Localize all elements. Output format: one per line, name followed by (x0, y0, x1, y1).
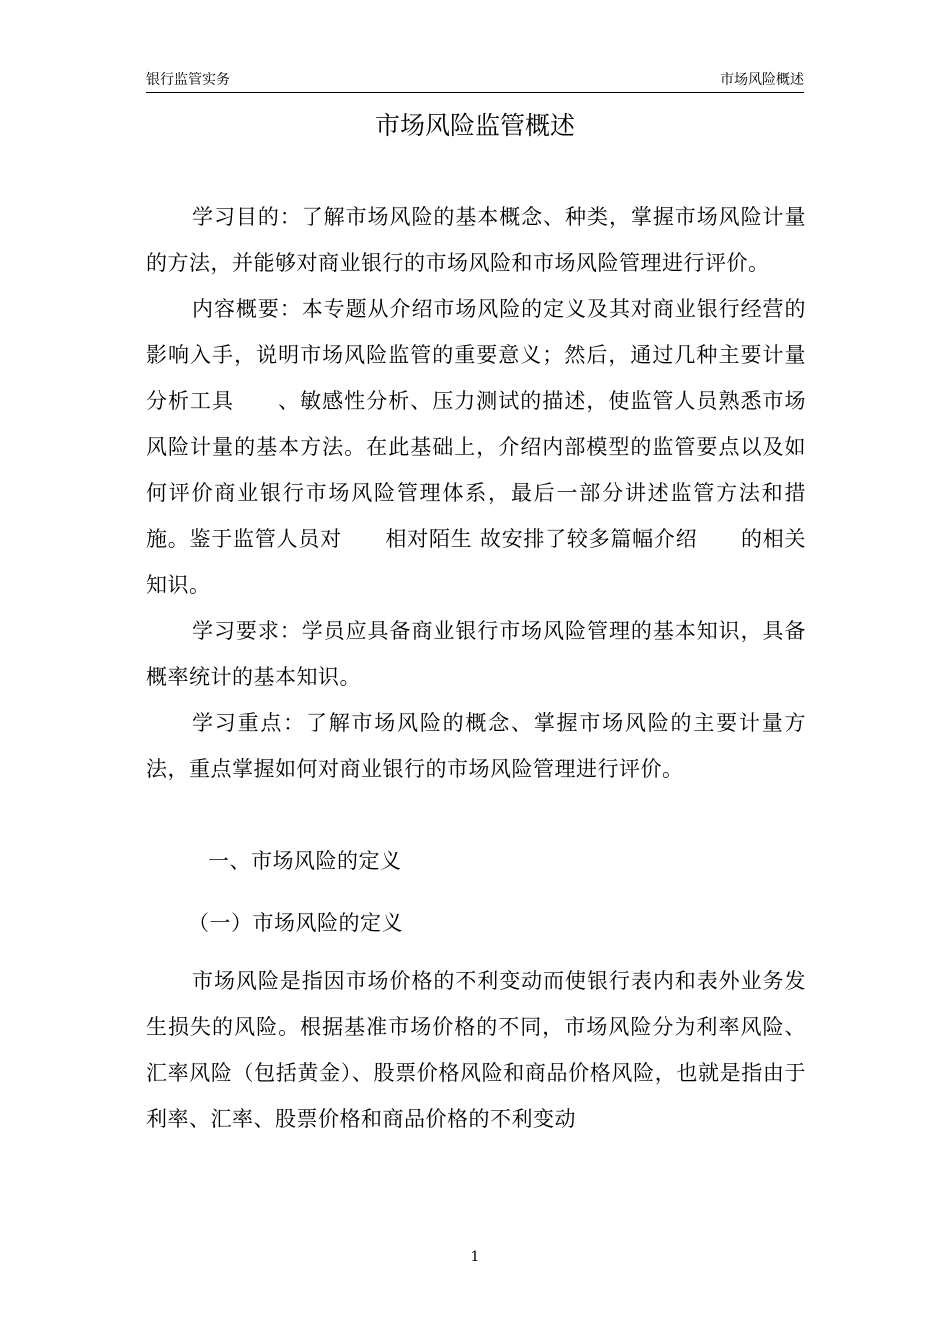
paragraph-learning-objective: 学习目的：了解市场风险的基本概念、种类，掌握市场风险计量的方法，并能够对商业银行的市场风险和市场风险管理进行评价。 (146, 205, 806, 275)
paragraph-learning-focus: 学习重点：了解市场风险的概念、掌握市场风险的主要计量方法，重点掌握如何对商业银行的市场风险管理进行评价。 (146, 711, 806, 781)
header-right-text: 市场风险概述 (720, 72, 804, 88)
subsection-heading: （一）市场风险的定义 (188, 911, 403, 935)
document-body (146, 194, 806, 1142)
page-number: 1 (470, 1249, 480, 1265)
page-header (146, 70, 804, 93)
document-title: 市场风险监管概述 (374, 111, 575, 140)
paragraph-learning-requirements: 学习要求：学员应具备商业银行市场风险管理的基本知识，具备概率统计的基本知识。 (146, 619, 806, 689)
section-heading: 一、市场风险的定义 (208, 849, 402, 873)
section-spacer (146, 792, 806, 838)
header-left-text: 银行监管实务 (146, 72, 230, 88)
paragraph-market-risk-definition: 市场风险是指因市场价格的不利变动而使银行表内和表外业务发生损失的风险。根据基准市场价格的不同，市场风险分为利率风险、汇率风险（包括黄金）、股票价格风险和商品价格风险，也就是指由于利率、汇率、股票价格和商品价格的不利变动 (146, 969, 806, 1131)
paragraph-content-summary: 内容概要：本专题从介绍市场风险的定义及其对商业银行经营的影响入手，说明市场风险监管的重要意义；然后，通过几种主要计量分析工具 、敏感性分析、压力测试的描述，使监管人员熟悉市场风险计量的基本方法。在此基础上，介绍内部模型的监管要点以及如何评价商业银行市场风险管理体系，最后一部分讲述监管方法和措施。鉴于监管人员对 相对陌生 故安排了较多篇幅介绍 的相关知识。 (146, 297, 806, 597)
